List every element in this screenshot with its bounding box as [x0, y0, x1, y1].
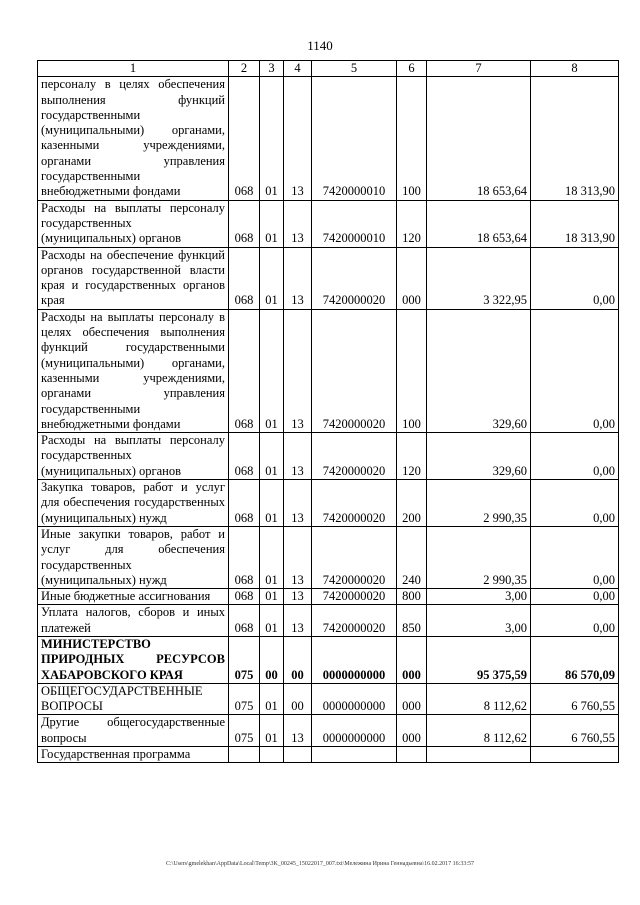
- expense-name-cell: Закупка товаров, работ и услуг для обеспечения государственных (муниципальных) нужд: [38, 480, 229, 527]
- column-header: 5: [312, 61, 397, 77]
- subsection-code-cell: 13: [284, 309, 312, 432]
- section-code-cell: 01: [260, 526, 284, 588]
- header-row: [38, 61, 619, 77]
- expense-type-cell: 200: [397, 480, 427, 527]
- expense-type-cell: 120: [397, 433, 427, 480]
- section-code-cell: 01: [260, 77, 284, 200]
- file-path-footer: C:\Users\gmelekhan\AppData\Local\Temp\3K_00245_15022017_007.txt\Мележина Ирина Геннадьевна\16.02.2017 16:33:57: [165, 861, 475, 867]
- column-header: 6: [397, 61, 427, 77]
- amount-cell: 8 112,62: [427, 683, 531, 715]
- ministry-code-cell: 068: [229, 247, 260, 309]
- expense-type-cell: 000: [397, 636, 427, 683]
- expense-type-cell: 000: [397, 683, 427, 715]
- expense-name-cell: Расходы на выплаты персоналу в целях обеспечения выполнения функций государственными (муниципальными) органами, казенными учреждениями, органами управления государственными внебюджетными фондами: [38, 309, 229, 432]
- column-header: 1: [38, 61, 229, 77]
- table-row: [38, 589, 619, 605]
- subsection-code-cell: 13: [284, 526, 312, 588]
- target-article-cell: 7420000020: [312, 309, 397, 432]
- section-code-cell: 01: [260, 433, 284, 480]
- amount-cell: 18 313,90: [531, 77, 619, 200]
- section-code-cell: [260, 747, 284, 763]
- amount-cell: 6 760,55: [531, 683, 619, 715]
- expense-name-cell: Государственная программа: [38, 747, 229, 763]
- target-article-cell: 7420000020: [312, 433, 397, 480]
- expense-name-cell: Иные закупки товаров, работ и услуг для обеспечения государственных (муниципальных) нужд: [38, 526, 229, 588]
- amount-cell: 18 313,90: [531, 200, 619, 247]
- expense-type-cell: 100: [397, 309, 427, 432]
- subsection-code-cell: [284, 747, 312, 763]
- target-article-cell: 0000000000: [312, 683, 397, 715]
- table-row: [38, 247, 619, 309]
- column-header: 3: [260, 61, 284, 77]
- table-row: [38, 636, 619, 683]
- target-article-cell: 7420000020: [312, 480, 397, 527]
- target-article-cell: 7420000020: [312, 526, 397, 588]
- target-article-cell: 7420000020: [312, 589, 397, 605]
- amount-cell: 0,00: [531, 309, 619, 432]
- ministry-code-cell: 068: [229, 605, 260, 637]
- expense-name-cell: персоналу в целях обеспечения выполнения функций государственными (муниципальными) органами, казенными учреждениями, органами управления государственными внебюджетными фондами: [38, 77, 229, 200]
- subsection-code-cell: 13: [284, 77, 312, 200]
- column-header: 7: [427, 61, 531, 77]
- amount-cell: [531, 747, 619, 763]
- amount-cell: 0,00: [531, 589, 619, 605]
- subsection-code-cell: 13: [284, 247, 312, 309]
- section-code-cell: 01: [260, 200, 284, 247]
- expense-type-cell: 000: [397, 247, 427, 309]
- expense-name-cell: Расходы на обеспечение функций органов государственной власти края и государственных органов края: [38, 247, 229, 309]
- target-article-cell: 0000000000: [312, 636, 397, 683]
- subsection-code-cell: 13: [284, 480, 312, 527]
- ministry-code-cell: 068: [229, 526, 260, 588]
- ministry-code-cell: 068: [229, 77, 260, 200]
- amount-cell: 0,00: [531, 605, 619, 637]
- page-number: 1140: [307, 38, 333, 53]
- subsection-code-cell: 13: [284, 605, 312, 637]
- table-row: [38, 77, 619, 200]
- expense-name-cell: ОБЩЕГОСУДАРСТВЕННЫЕ ВОПРОСЫ: [38, 683, 229, 715]
- section-code-cell: 01: [260, 247, 284, 309]
- target-article-cell: 0000000000: [312, 715, 397, 747]
- amount-cell: 6 760,55: [531, 715, 619, 747]
- expense-name-cell: Расходы на выплаты персоналу государственных (муниципальных) органов: [38, 433, 229, 480]
- table-row: [38, 309, 619, 432]
- subsection-code-cell: 13: [284, 589, 312, 605]
- column-header: 4: [284, 61, 312, 77]
- column-header: 2: [229, 61, 260, 77]
- section-code-cell: 01: [260, 309, 284, 432]
- amount-cell: 2 990,35: [427, 480, 531, 527]
- subsection-code-cell: 13: [284, 200, 312, 247]
- amount-cell: 95 375,59: [427, 636, 531, 683]
- expense-type-cell: 850: [397, 605, 427, 637]
- ministry-code-cell: 075: [229, 715, 260, 747]
- amount-cell: 0,00: [531, 433, 619, 480]
- subsection-code-cell: 00: [284, 683, 312, 715]
- amount-cell: 2 990,35: [427, 526, 531, 588]
- section-code-cell: 01: [260, 589, 284, 605]
- amount-cell: 3,00: [427, 589, 531, 605]
- section-code-cell: 01: [260, 683, 284, 715]
- amount-cell: 3,00: [427, 605, 531, 637]
- expense-name-cell: МИНИСТЕРСТВО ПРИРОДНЫХ РЕСУРСОВ ХАБАРОВСКОГО КРАЯ: [38, 636, 229, 683]
- expense-type-cell: 000: [397, 715, 427, 747]
- expense-name-cell: Другие общегосударственные вопросы: [38, 715, 229, 747]
- table-row: [38, 433, 619, 480]
- ministry-code-cell: 068: [229, 433, 260, 480]
- ministry-code-cell: 068: [229, 309, 260, 432]
- amount-cell: 18 653,64: [427, 77, 531, 200]
- ministry-code-cell: [229, 747, 260, 763]
- expense-name-cell: Расходы на выплаты персоналу государственных (муниципальных) органов: [38, 200, 229, 247]
- expense-type-cell: 100: [397, 77, 427, 200]
- expense-name-cell: Уплата налогов, сборов и иных платежей: [38, 605, 229, 637]
- expense-type-cell: [397, 747, 427, 763]
- amount-cell: 18 653,64: [427, 200, 531, 247]
- ministry-code-cell: 075: [229, 636, 260, 683]
- ministry-code-cell: 068: [229, 480, 260, 527]
- table-row: [38, 526, 619, 588]
- table-row: [38, 683, 619, 715]
- amount-cell: 0,00: [531, 480, 619, 527]
- target-article-cell: 7420000010: [312, 200, 397, 247]
- amount-cell: 86 570,09: [531, 636, 619, 683]
- section-code-cell: 00: [260, 636, 284, 683]
- subsection-code-cell: 13: [284, 433, 312, 480]
- amount-cell: 0,00: [531, 526, 619, 588]
- section-code-cell: 01: [260, 715, 284, 747]
- amount-cell: 329,60: [427, 309, 531, 432]
- expense-name-cell: Иные бюджетные ассигнования: [38, 589, 229, 605]
- column-header: 8: [531, 61, 619, 77]
- ministry-code-cell: 068: [229, 200, 260, 247]
- expense-type-cell: 800: [397, 589, 427, 605]
- section-code-cell: 01: [260, 605, 284, 637]
- section-code-cell: 01: [260, 480, 284, 527]
- table-row: [38, 747, 619, 763]
- subsection-code-cell: 13: [284, 715, 312, 747]
- table-row: [38, 605, 619, 637]
- budget-table: [37, 60, 619, 763]
- target-article-cell: 7420000020: [312, 605, 397, 637]
- target-article-cell: 7420000020: [312, 247, 397, 309]
- target-article-cell: 7420000010: [312, 77, 397, 200]
- amount-cell: 8 112,62: [427, 715, 531, 747]
- expense-type-cell: 120: [397, 200, 427, 247]
- amount-cell: 3 322,95: [427, 247, 531, 309]
- table-row: [38, 480, 619, 527]
- ministry-code-cell: 075: [229, 683, 260, 715]
- amount-cell: 329,60: [427, 433, 531, 480]
- amount-cell: 0,00: [531, 247, 619, 309]
- target-article-cell: [312, 747, 397, 763]
- table-row: [38, 200, 619, 247]
- ministry-code-cell: 068: [229, 589, 260, 605]
- amount-cell: [427, 747, 531, 763]
- expense-type-cell: 240: [397, 526, 427, 588]
- subsection-code-cell: 00: [284, 636, 312, 683]
- table-row: [38, 715, 619, 747]
